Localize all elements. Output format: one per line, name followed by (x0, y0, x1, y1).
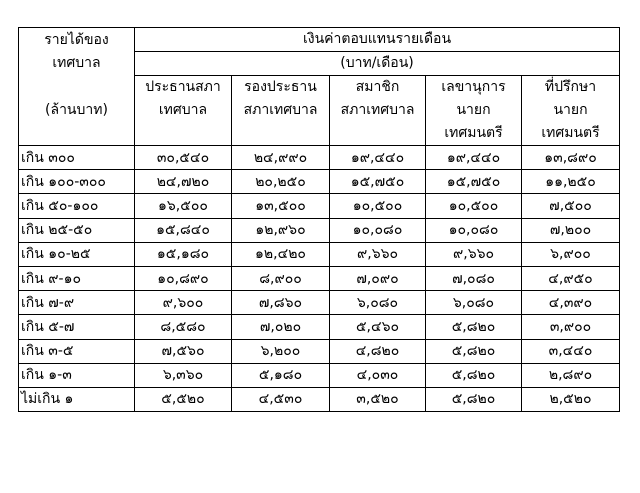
value-cell: ๖,๐๘๐ (426, 291, 522, 315)
value-cell: ๓๐,๕๔๐ (135, 146, 232, 170)
value-cell: ๗,๐๘๐ (426, 266, 522, 290)
header-col-council-president-line-2: เทศบาล (158, 102, 208, 118)
header-col-secretary-line-2: นายก (456, 102, 491, 118)
header-col-council-president-line-1: ประธานสภา (145, 79, 221, 95)
value-cell: ๑๐,๘๙๐ (135, 266, 232, 290)
table-row (19, 266, 620, 290)
value-cell: ๖,๓๖๐ (135, 363, 232, 387)
header-col-vice-president-line-2: สภาเทศบาล (243, 102, 318, 118)
value-cell: ๒๔,๙๙๐ (232, 146, 330, 170)
income-range-cell: เกิน ๑๐๐-๓๐๐ (19, 170, 135, 194)
header-col-advisor-line-2: นายก (553, 102, 588, 118)
value-cell: ๔,๓๙๐ (522, 291, 620, 315)
value-cell: ๕,๘๒๐ (426, 387, 522, 411)
value-cell: ๕,๘๒๐ (426, 315, 522, 339)
value-cell: ๑๒,๔๒๐ (232, 242, 330, 266)
header-col-secretary-line-1: เลขานุการ (441, 79, 506, 95)
value-cell: ๑๕,๗๕๐ (426, 170, 522, 194)
value-cell: ๔,๘๒๐ (330, 339, 426, 363)
table-row (19, 146, 620, 170)
value-cell: ๑๙,๔๔๐ (426, 146, 522, 170)
value-cell: ๓,๙๐๐ (522, 315, 620, 339)
income-range-cell: เกิน ๓๐๐ (19, 146, 135, 170)
header-col-advisor (522, 76, 620, 146)
header-income-line-1: รายได้ของ (44, 31, 109, 48)
value-cell: ๑๒,๙๖๐ (232, 218, 330, 242)
value-cell: ๙,๖๖๐ (330, 242, 426, 266)
value-cell: ๑๓,๕๐๐ (232, 194, 330, 218)
value-cell: ๑๐,๐๘๐ (426, 218, 522, 242)
income-range-cell: เกิน ๒๕-๕๐ (19, 218, 135, 242)
value-cell: ๑๓,๘๙๐ (522, 146, 620, 170)
value-cell: ๖,๙๐๐ (522, 242, 620, 266)
value-cell: ๑๕,๘๔๐ (135, 218, 232, 242)
header-col-secretary (426, 76, 522, 146)
header-col-advisor-line-1: ที่ปรึกษา (544, 79, 597, 95)
value-cell: ๘,๙๐๐ (232, 266, 330, 290)
income-range-cell: ไม่เกิน ๑ (19, 387, 135, 411)
value-cell: ๓,๕๒๐ (330, 387, 426, 411)
value-cell: ๗,๐๒๐ (232, 315, 330, 339)
compensation-table (18, 27, 620, 412)
header-income-cell (19, 28, 135, 76)
value-cell: ๔,๐๓๐ (330, 363, 426, 387)
value-cell: ๒๔,๗๒๐ (135, 170, 232, 194)
value-cell: ๘,๕๘๐ (135, 315, 232, 339)
header-col-vice-president (232, 76, 330, 146)
table-row (19, 242, 620, 266)
table-row (19, 194, 620, 218)
header-income-line-2: เทศบาล (52, 54, 101, 71)
header-group-unit-cell (135, 52, 620, 76)
income-range-cell: เกิน ๕๐-๑๐๐ (19, 194, 135, 218)
header-group-unit: (บาท/เดือน) (340, 55, 414, 71)
table-row (19, 291, 620, 315)
header-col-council-member-line-1: สมาชิก (355, 79, 400, 95)
income-range-cell: เกิน ๑๐-๒๕ (19, 242, 135, 266)
table-row (19, 339, 620, 363)
header-col-secretary-line-3: เทศมนตรี (444, 125, 503, 141)
value-cell: ๕,๔๖๐ (330, 315, 426, 339)
value-cell: ๖,๒๐๐ (232, 339, 330, 363)
value-cell: ๑๙,๔๔๐ (330, 146, 426, 170)
table-row (19, 218, 620, 242)
header-col-vice-president-line-1: รองประธาน (244, 79, 317, 95)
value-cell: ๙,๖๖๐ (426, 242, 522, 266)
header-group-row (19, 28, 620, 52)
income-range-cell: เกิน ๕-๗ (19, 315, 135, 339)
value-cell: ๑๖,๕๐๐ (135, 194, 232, 218)
value-cell: ๔,๕๓๐ (232, 387, 330, 411)
value-cell: ๕,๘๒๐ (426, 363, 522, 387)
income-range-cell: เกิน ๗-๙ (19, 291, 135, 315)
income-range-cell: เกิน ๓-๕ (19, 339, 135, 363)
value-cell: ๕,๑๘๐ (232, 363, 330, 387)
value-cell: ๑๐,๕๐๐ (426, 194, 522, 218)
value-cell: ๑๕,๑๘๐ (135, 242, 232, 266)
value-cell: ๑๑,๒๕๐ (522, 170, 620, 194)
header-columns-row (19, 76, 620, 146)
value-cell: ๒,๕๒๐ (522, 387, 620, 411)
header-col-advisor-line-3: เทศมนตรี (541, 125, 600, 141)
value-cell: ๗,๕๖๐ (135, 339, 232, 363)
value-cell: ๗,๕๐๐ (522, 194, 620, 218)
table-row (19, 363, 620, 387)
value-cell: ๕,๘๒๐ (426, 339, 522, 363)
value-cell: ๑๐,๕๐๐ (330, 194, 426, 218)
income-range-cell: เกิน ๙-๑๐ (19, 266, 135, 290)
table-row (19, 387, 620, 411)
value-cell: ๒,๘๙๐ (522, 363, 620, 387)
income-range-cell: เกิน ๑-๓ (19, 363, 135, 387)
value-cell: ๗,๒๐๐ (522, 218, 620, 242)
header-col-council-member (330, 76, 426, 146)
value-cell: ๓,๔๔๐ (522, 339, 620, 363)
value-cell: ๗,๐๙๐ (330, 266, 426, 290)
value-cell: ๑๐,๐๘๐ (330, 218, 426, 242)
value-cell: ๒๐,๒๕๐ (232, 170, 330, 194)
value-cell: ๑๕,๗๕๐ (330, 170, 426, 194)
table-row (19, 315, 620, 339)
value-cell: ๖,๐๘๐ (330, 291, 426, 315)
header-income-line-3: (ล้านบาท) (45, 101, 108, 118)
table-row (19, 170, 620, 194)
value-cell: ๕,๕๒๐ (135, 387, 232, 411)
header-col-council-president (135, 76, 232, 146)
value-cell: ๙,๖๐๐ (135, 291, 232, 315)
value-cell: ๔,๙๕๐ (522, 266, 620, 290)
value-cell: ๗,๘๖๐ (232, 291, 330, 315)
header-income-unit-cell (19, 76, 135, 146)
header-col-council-member-line-2: สภาเทศบาล (340, 102, 415, 118)
header-group-title: เงินค่าตอบแทนรายเดือน (302, 31, 452, 47)
header-group-title-cell (135, 28, 620, 52)
